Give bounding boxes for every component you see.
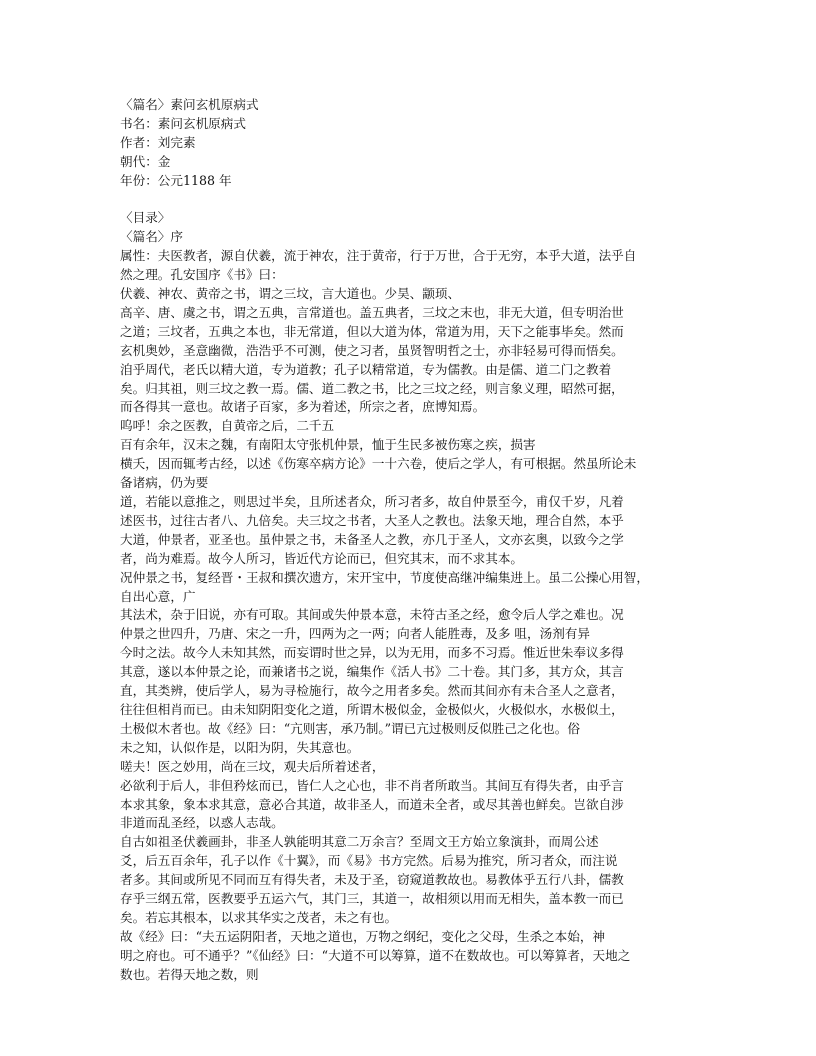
body-line: 土极似木者也。故《经》曰：“亢则害，承乃制。”谓已亢过极则反似胜己之化也。俗 xyxy=(120,720,580,736)
body-line: 其法术，杂于旧说，亦有可取。其间或失仲景本意，未符古圣之经，愈令后人学之难也。况 xyxy=(120,607,624,623)
body-line: 横夭，因而辄考古经，以述《伤寒卒病方论》一十六卷，使后之学人，有可根据。然虽所论未 xyxy=(120,456,637,472)
body-line: 本求其象，象本求其意，意必合其道，故非圣人，而道未全者，或尽其善也鲜矣。岂欲自涉 xyxy=(120,796,624,812)
body-line: 直，其类辨，使后学人，易为寻检施行，故今之用者多矣。然而其间亦有未合圣人之意者， xyxy=(120,683,624,699)
body-line: 矣。若忘其根本，以求其华实之茂者，未之有也。 xyxy=(120,909,398,925)
body-line: 数也。若得天地之数，则 xyxy=(120,966,259,982)
book-name-line: 书名：素问玄机原病式 xyxy=(120,115,246,131)
body-line: 百有余年，汉末之魏，有南阳太守张机仲景，恤于生民多被伤寒之疾，损害 xyxy=(120,437,536,453)
body-line: 故《经》曰：“夫五运阴阳者，天地之道也，万物之纲纪，变化之父母，生杀之本始，神 xyxy=(120,928,606,944)
body-line: 洎乎周代，老氏以精大道，专为道教；孔子以精常道，专为儒教。由是儒、道二门之教着 xyxy=(120,361,612,377)
body-line: 备诸病，仍为要 xyxy=(120,475,209,491)
body-text xyxy=(120,247,698,984)
body-line: 往往但相肖而已。由未知阴阳变化之道，所谓木极似金，金极似火，火极似水，水极似土， xyxy=(120,701,624,717)
body-line: 呜呼！余之医教，自黄帝之后，二千五 xyxy=(120,418,335,434)
body-line: 嗟夫！医之妙用，尚在三坟，观夫后所着述者， xyxy=(120,758,385,774)
body-line: 存乎三纲五常，医教要乎五运六气，其门三，其道一，故相须以用而无相失，盖本教一而已 xyxy=(120,891,624,907)
body-line: 大道，仲景者，亚圣也。虽仲景之书，未备圣人之教，亦几于圣人，文亦玄奥，以致今之学 xyxy=(120,531,624,547)
body-line: 属性：夫医教者，源自伏羲，流于神农，注于黄帝，行于万世，合于无穷，本乎大道，法乎自 xyxy=(120,248,637,264)
body-line: 其意，遂以本仲景之论，而兼诸书之说，编集作《活人书》二十卷。其门多，其方众，其言 xyxy=(120,664,624,680)
body-line: 爻，后五百余年，孔子以作《十翼》，而《易》书方完然。后易为推究，所习者众，而注说 xyxy=(120,853,618,869)
body-line: 者，尚为难焉。故今人所习，皆近代方论而已，但究其末，而不求其本。 xyxy=(120,550,523,566)
title-line: 〈篇名〉素问玄机原病式 xyxy=(120,97,259,112)
body-line: 高辛、唐、虞之书，谓之五典，言常道也。盖五典者，三坟之末也，非无大道，但专明治世 xyxy=(120,304,624,320)
body-line: 道，若能以意推之，则思过半矣，且所述者众，所习者多，故自仲景至今，甫仅千岁，凡着 xyxy=(120,494,624,510)
body-line: 然之理。孔安国序《书》曰： xyxy=(120,267,284,283)
body-line: 而各得其一意也。故诸子百家，多为着述，所宗之者，庶博知焉。 xyxy=(120,399,486,415)
body-line: 自出心意，广 xyxy=(120,588,196,604)
body-line: 矣。归其祖，则三坟之教一焉。儒、道二教之书，比之三坟之经，则言象义理，昭然可据， xyxy=(120,380,624,396)
body-line: 述医书，过往古者八、九倍矣。夫三坟之书者，大圣人之教也。法象天地，理合自然，本乎 xyxy=(120,512,624,528)
body-line: 自古如祖圣伏羲画卦，非圣人孰能明其意二万余言？至周文王方始立象演卦，而周公述 xyxy=(120,834,599,850)
dynasty-line: 朝代：金 xyxy=(120,153,171,169)
body-line: 非道而乱圣经，以惑人志哉。 xyxy=(120,815,284,831)
author-line: 作者：刘完素 xyxy=(120,134,196,150)
document-page xyxy=(120,96,698,985)
body-line: 仲景之世四升，乃唐、宋之一升，四两为之一两；向者人能胜毒，及多 咀，汤剂有异 xyxy=(120,626,590,642)
toc-label: 〈目录〉 xyxy=(120,210,171,226)
body-line: 未之知，认似作是，以阳为阴，失其意也。 xyxy=(120,739,360,755)
body-line: 必欲利于后人，非但矜炫而已，皆仁人之心也，非不肖者所敢当。其间互有得失者，由乎言 xyxy=(120,777,624,793)
body-line: 玄机奥妙，圣意幽微，浩浩乎不可测，使之习者，虽贤智明哲之士，亦非轻易可得而悟矣。 xyxy=(120,342,624,358)
body-line: 之道；三坟者，五典之本也，非无常道，但以大道为体，常道为用，天下之能事毕矣。然而 xyxy=(120,323,624,339)
body-line: 者多。其间或所见不同而互有得失者，未及于圣，窃窥道教故也。易教体乎五行八卦，儒教 xyxy=(120,872,624,888)
body-line: 况仲景之书，复经晋・王叔和撰次遗方，宋开宝中，节度使高继冲编集进上。虽二公操心用智， xyxy=(120,569,649,585)
year-line: 年份：公元1188 年 xyxy=(120,172,232,188)
section-title: 〈篇名〉序 xyxy=(120,229,183,245)
body-line: 伏羲、神农、黄帝之书，谓之三坟，言大道也。少昊、颛顼、 xyxy=(120,286,461,302)
body-line: 明之府也。可不通乎？”《仙经》曰：“大道不可以筹算，道不在数故也。可以筹算者，天地之 xyxy=(120,947,631,963)
body-line: 今时之法。故今人未知其然，而妄谓时世之异，以为无用，而多不习焉。惟近世朱奉议多得 xyxy=(120,645,624,661)
blank-line xyxy=(120,191,698,210)
